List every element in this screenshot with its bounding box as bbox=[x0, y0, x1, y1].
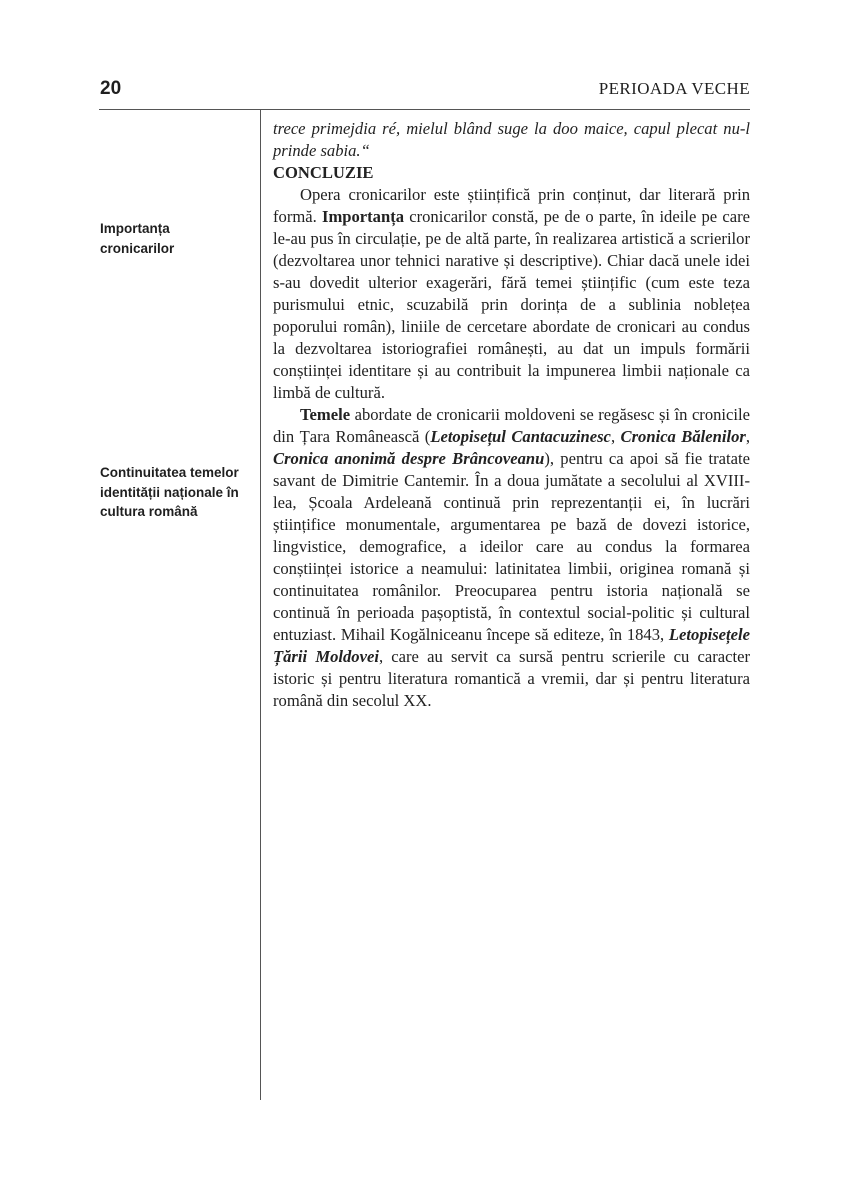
column-divider bbox=[260, 110, 261, 1100]
running-head: PERIOADA VECHE bbox=[598, 79, 750, 98]
bold-importanta: Importanța bbox=[321, 207, 405, 226]
paragraph-2-text: abordate de cronicarii moldoveni se regăsesc și în cronicile din Țara Românească ( bbox=[273, 405, 750, 446]
paragraph-2 bbox=[273, 404, 750, 712]
paragraph-2-text: ), pentru ca apoi să fie tratate savant de Dimitrie Cantemir. În a doua jumătate a secolului al XVIII-lea, Școala Ardeleană continuă prin reprezentanții ei, în lucrări științifice monumentale, argumentarea pe bază de dovezi istorice, lingvistice, demografice, a ideilor care au condus la formarea conștiinței istorice a neamului: latinitatea limbii, originea romană și continuitatea românilor. Preocuparea pentru istoria națională se continuă în perioada pașoptistă, în contextul social-politic și cultural entuziast. Mihail Kogălniceanu începe să editeze, în 1843, bbox=[273, 449, 750, 644]
page-number: 20 bbox=[100, 78, 122, 99]
title-cronica-anonima: Cronica anonimă despre Brâncoveanu bbox=[273, 449, 545, 468]
quote-continuation: trece primejdia ré, mielul blând suge la doo maice, capul plecat nu-l prinde sabia.“ bbox=[273, 119, 750, 160]
paragraph-2-text: , bbox=[610, 427, 621, 446]
title-letopisetul-cantacuzinesc: Letopisețul Cantacuzinesc bbox=[430, 427, 611, 446]
title-letopisetele-tarii-moldovei: Letopisețele Țării Moldovei bbox=[273, 625, 750, 666]
section-heading: CONCLUZIE bbox=[273, 163, 374, 182]
paragraph-1-text: Opera cronicarilor este științifică prin conținut, dar literară prin formă. bbox=[273, 185, 750, 226]
main-text bbox=[273, 118, 750, 712]
header-rule bbox=[99, 109, 750, 110]
paragraph-2-text: , bbox=[745, 427, 750, 446]
margin-note-importance: Importanța cronicarilor bbox=[100, 221, 175, 256]
paragraph-2-text: , care au servit ca sursă pentru scrierile cu caracter istoric și pentru literatura romantică a vremii, dar și pentru literatura română din secolul XX. bbox=[273, 647, 750, 710]
paragraph-1-text: cronicarilor constă, pe de o parte, în ideile pe care le-au pus în circulație, pe de altă parte, în realizarea artistică a scrierilor (dezvoltarea unor tehnici narative și descriptive). Chiar dacă unele idei s-au dovedit ulterior exagerări, fără temei științific (cum este teza purismului etnic, scuzabilă prin dorința de a sublinia noblețea poporului român), liniile de cercetare abordate de cronicari au condus la dezvoltarea istoriografiei românești, au dat un impuls formării conștiinței identitare și au contribuit la impunerea limbii naționale ca limbă de cultură. bbox=[273, 207, 750, 402]
margin-note-continuity: Continuitatea temelor identității naționale în cultura română bbox=[100, 465, 239, 519]
title-cronica-balenilor: Cronica Bălenilor bbox=[620, 427, 746, 446]
bold-temele: Temele bbox=[300, 405, 351, 424]
paragraph-1 bbox=[273, 184, 750, 404]
